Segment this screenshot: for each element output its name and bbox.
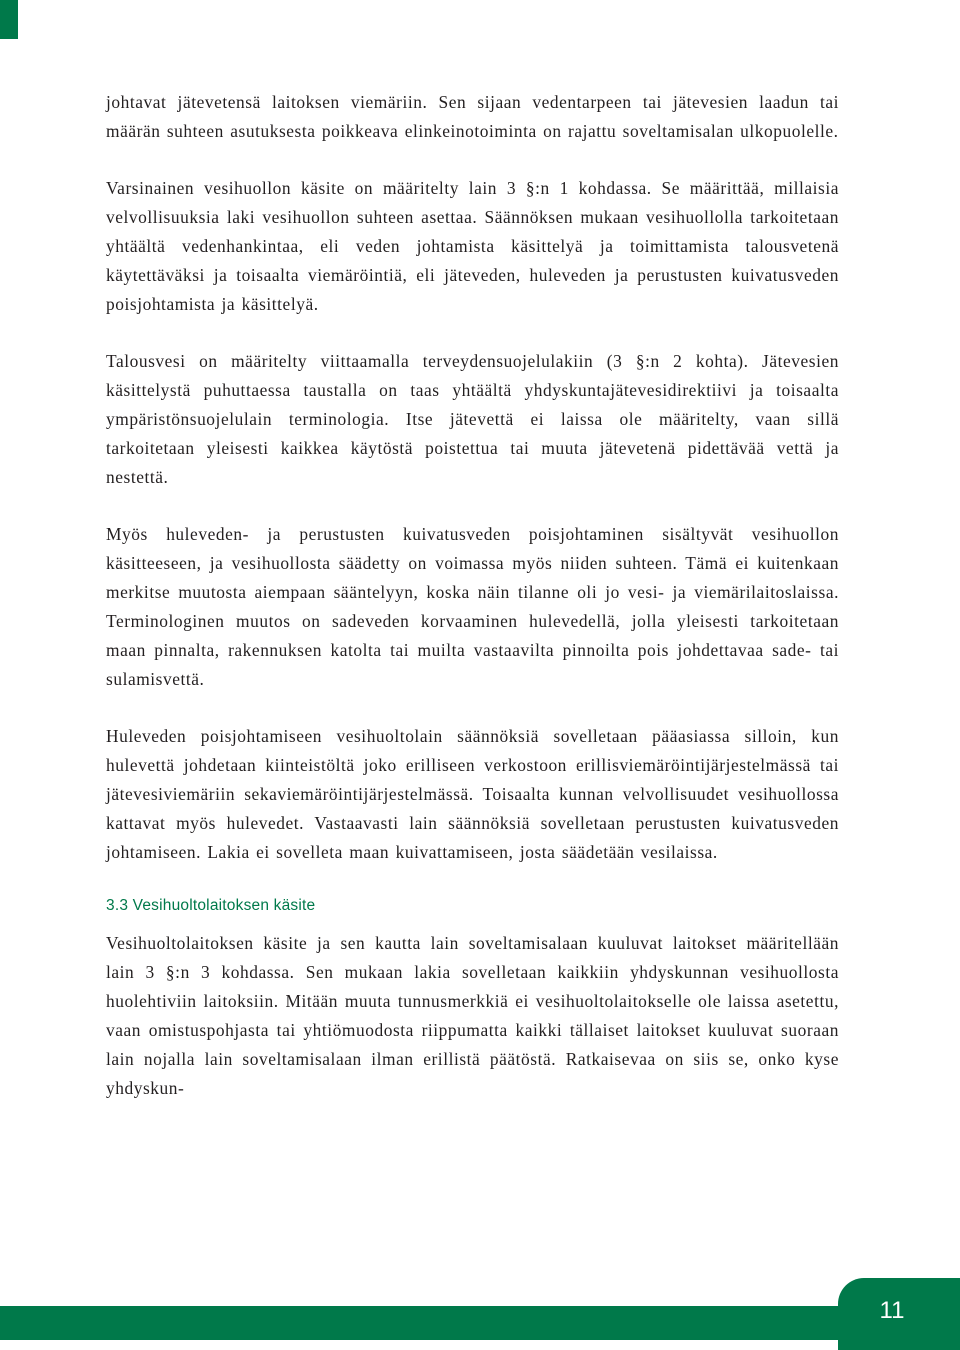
section-heading: 3.3 Vesihuoltolaitoksen käsite [106,897,316,914]
body-paragraph-1: johtavat jätevetensä laitoksen viemäriin. Sen sijaan vedentarpeen tai jätevesien laadun tai määrän suhteen asutuksesta poikkeava elinkeinotoiminta on rajattu soveltamisalan ulkopuolelle. [106,92,839,141]
body-paragraph-4: Myös huleveden- ja perustusten kuivatusveden poisjohtaminen sisältyvät vesihuollon käsitteeseen, ja vesihuollosta säädetty on voimassa myös niiden suhteen. Tämä ei kuitenkaan merkitse muutosta aiempaan sääntelyyn, koska näin tilanne oli jo vesi- ja viemärilaitoslaissa. Terminologinen muutos on sadeveden korvaaminen hulevedellä, jolla yleisesti tarkoitetaan maan pinnalta, rakennuksen katolta tai muilta vastaavilta pinnoilta pois johdettavaa sade- tai sulamisvettä. [106,524,839,689]
body-paragraph-3: Talousvesi on määritelty viittaamalla terveydensuojelulakiin (3 §:n 2 kohta). Jätevesien käsittelystä puhuttaessa taustalla on taas yhtäältä yhdyskuntajätevesidirektiivi ja toisaalta ympäristönsuojelulain terminologia. Itse jätevettä ei laissa ole määritelty, vaan sillä tarkoitetaan yleisesti kaikkea käytöstä poistettua tai muuta jätevetenä pidettävää vettä ja nestettä. [106,351,839,487]
page-body [106,88,839,1131]
page-number: 11 [879,1297,905,1324]
section-paragraph: Vesihuoltolaitoksen käsite ja sen kautta lain soveltamisalaan kuuluvat laitokset määritellään lain 3 §:n 3 kohdassa. Sen mukaan lakia sovelletaan kaikkiin yhdyskunnan vesihuollosta huolehtiviin laitoksiin. Mitään muuta tunnusmerkkiä ei vesihuoltolaitokselle ole laissa asetettu, vaan omistuspohjasta tai yhtiömuodosta riippumatta kaikki tällaiset laitokset kuuluvat suoraan lain nojalla lain soveltamisalaan ilman erillistä päätöstä. Ratkaisevaa on siis se, onko kyse yhdyskun- [106,933,839,1098]
footer-band [0,1306,960,1340]
body-paragraph-5: Huleveden poisjohtamiseen vesihuoltolain säännöksiä sovelletaan pääasiassa silloin, kun hulevettä johdetaan kiinteistöltä joko erilliseen verkostoon erillisviemäröintijärjestelmässä tai jätevesiviemäriin sekaviemäröintijärjestelmässä. Toisaalta kunnan velvollisuudet vesihuollossa kattavat myös hulevedet. Vastaavasti lain säännöksiä sovelletaan perustusten kuivatusveden johtamiseen. Lakia ei sovelleta maan kuivattamiseen, josta säädetään vesilaissa. [106,726,839,862]
corner-color-mark [0,0,18,39]
body-paragraph-2: Varsinainen vesihuollon käsite on määritelty lain 3 §:n 1 kohdassa. Se määrittää, millaisia velvollisuuksia laki vesihuollon suhteen asettaa. Säännöksen mukaan vesihuollolla tarkoitetaan yhtäältä vedenhankintaa, eli veden johtamista käsittelyä ja toimittamista talousvetenä käytettäväksi ja toisaalta viemäröintiä, eli jäteveden, huleveden ja perustusten kuivatusveden poisjohtamista ja käsittelyä. [106,178,839,314]
